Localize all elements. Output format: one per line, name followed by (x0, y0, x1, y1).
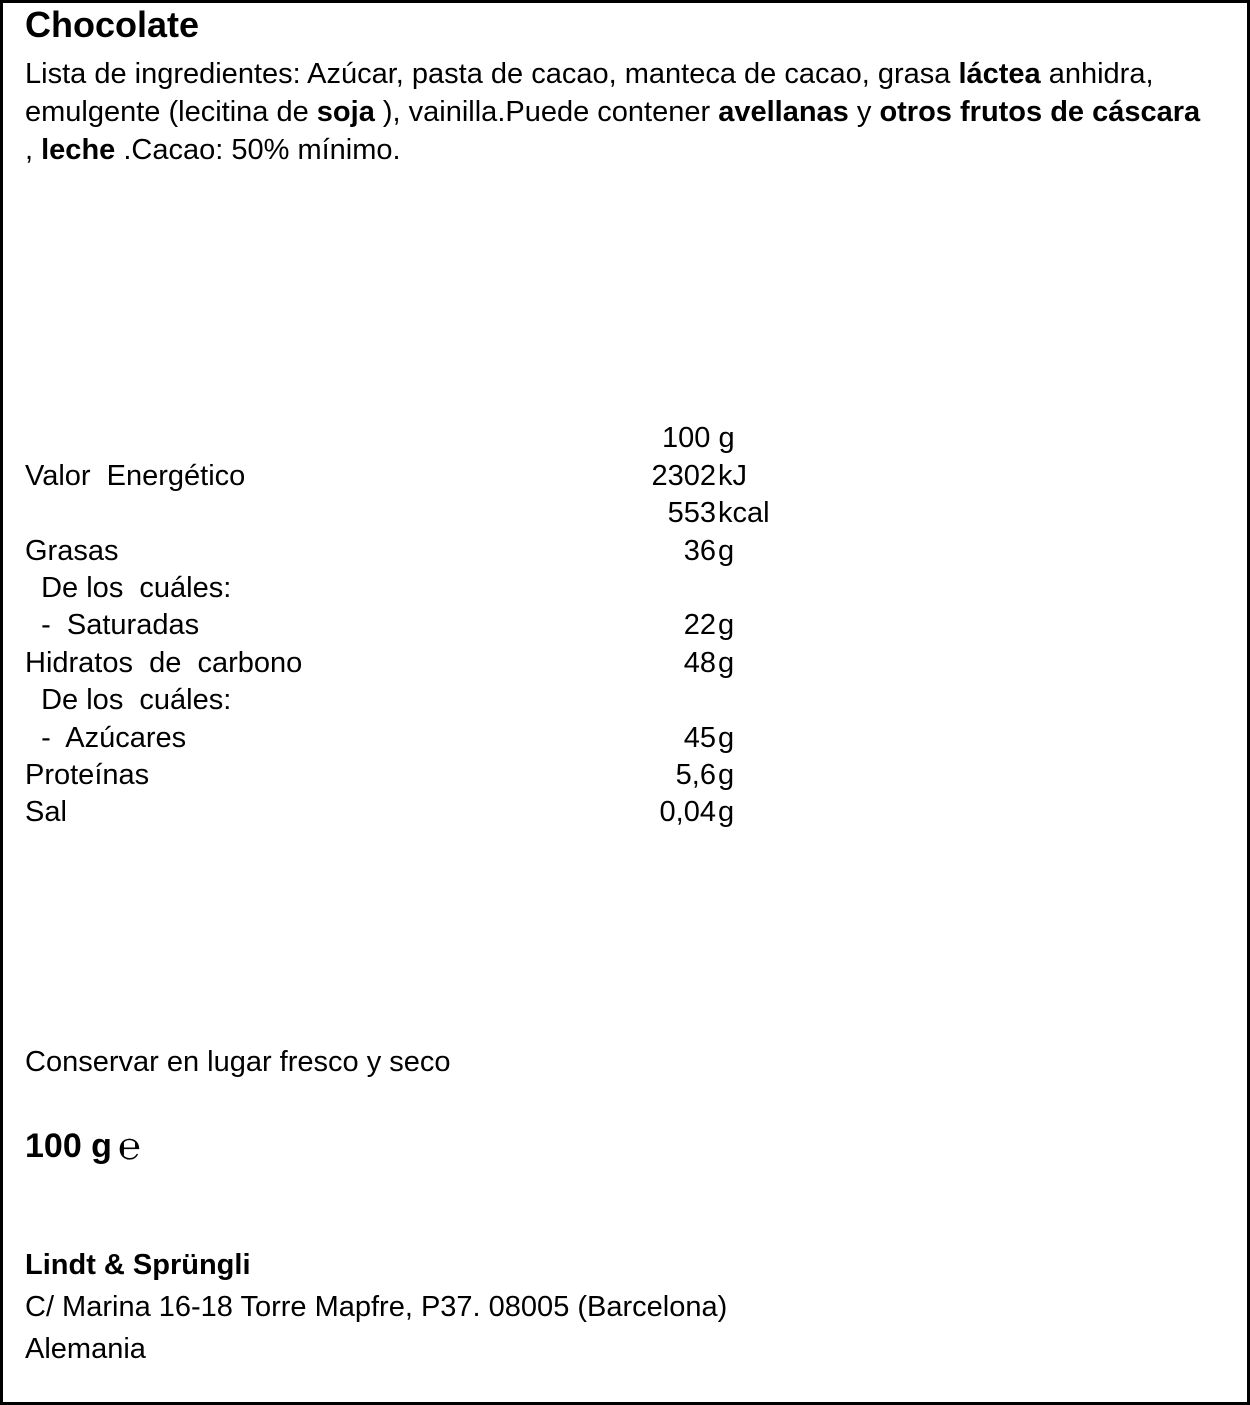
company-address: C/ Marina 16-18 Torre Mapfre, P37. 08005 (Barcelona) (25, 1291, 728, 1323)
ingredient-text: , (25, 134, 42, 166)
nutrient-unit: kJ (718, 460, 747, 492)
net-weight-value: 100 g (25, 1127, 112, 1165)
nutrient-unit: g (718, 647, 735, 679)
company-name: Lindt & Sprüngli (25, 1249, 251, 1281)
nutrient-value: 36 (683, 535, 716, 567)
nutrition-row (0, 570, 1250, 607)
product-title: Chocolate (25, 4, 200, 45)
ingredient-allergen: avellanas (718, 96, 849, 128)
nutrient-label: - Saturadas (25, 609, 200, 641)
ingredient-allergen: láctea (958, 58, 1041, 90)
nutrition-row (0, 757, 1250, 794)
ingredient-allergen: leche (41, 134, 116, 166)
nutrient-label: De los cuáles: (25, 572, 232, 604)
nutrient-unit: g (718, 759, 735, 791)
nutrition-row (0, 645, 1250, 682)
nutrition-header: 100 g (662, 422, 735, 454)
nutrient-label: Hidratos de carbono (25, 647, 303, 679)
storage-instructions: Conservar en lugar fresco y seco (25, 1046, 451, 1078)
nutrition-row (0, 607, 1250, 644)
nutrient-value: 5,6 (675, 759, 716, 791)
nutrient-value: 48 (683, 647, 716, 679)
nutrition-row (0, 495, 1250, 532)
nutrient-label: Grasas (25, 535, 119, 567)
nutrient-label: Valor Energético (25, 460, 246, 492)
ingredient-text: .Cacao: 50% mínimo. (115, 134, 401, 166)
company-country: Alemania (25, 1333, 146, 1365)
nutrition-row (0, 794, 1250, 831)
net-weight (25, 1124, 141, 1168)
ingredient-allergen: otros frutos de cáscara (879, 96, 1201, 128)
nutrient-value: 553 (667, 497, 716, 529)
nutrient-label: - Azúcares (25, 722, 187, 754)
ingredient-text: Lista de ingredientes: Azúcar, pasta de cacao, manteca de cacao, grasa (25, 58, 959, 90)
nutrient-value: 2302 (651, 460, 716, 492)
nutrition-row (0, 682, 1250, 719)
nutrient-value: 22 (683, 609, 716, 641)
ingredient-text: ), vainilla.Puede contener (374, 96, 719, 128)
nutrient-unit: g (718, 796, 735, 828)
nutrient-label: De los cuáles: (25, 684, 232, 716)
ingredients-list (25, 55, 1215, 169)
nutrient-unit: g (718, 609, 735, 641)
ingredient-text: y (848, 96, 880, 128)
nutrient-unit: g (718, 722, 735, 754)
nutrition-row (0, 720, 1250, 757)
nutrient-value: 0,04 (659, 796, 716, 828)
nutrient-value: 45 (683, 722, 716, 754)
nutrient-label: Proteínas (25, 759, 150, 791)
nutrient-unit: kcal (718, 497, 770, 529)
nutrition-row (0, 458, 1250, 495)
nutrition-row (0, 533, 1250, 570)
estimated-sign-icon: ℮ (117, 1124, 141, 1168)
nutrient-label: Sal (25, 796, 67, 828)
nutrient-unit: g (718, 535, 735, 567)
ingredient-allergen: soja (316, 96, 375, 128)
ingredient-text: anhidra, emulgente (lecitina de (25, 58, 1154, 128)
